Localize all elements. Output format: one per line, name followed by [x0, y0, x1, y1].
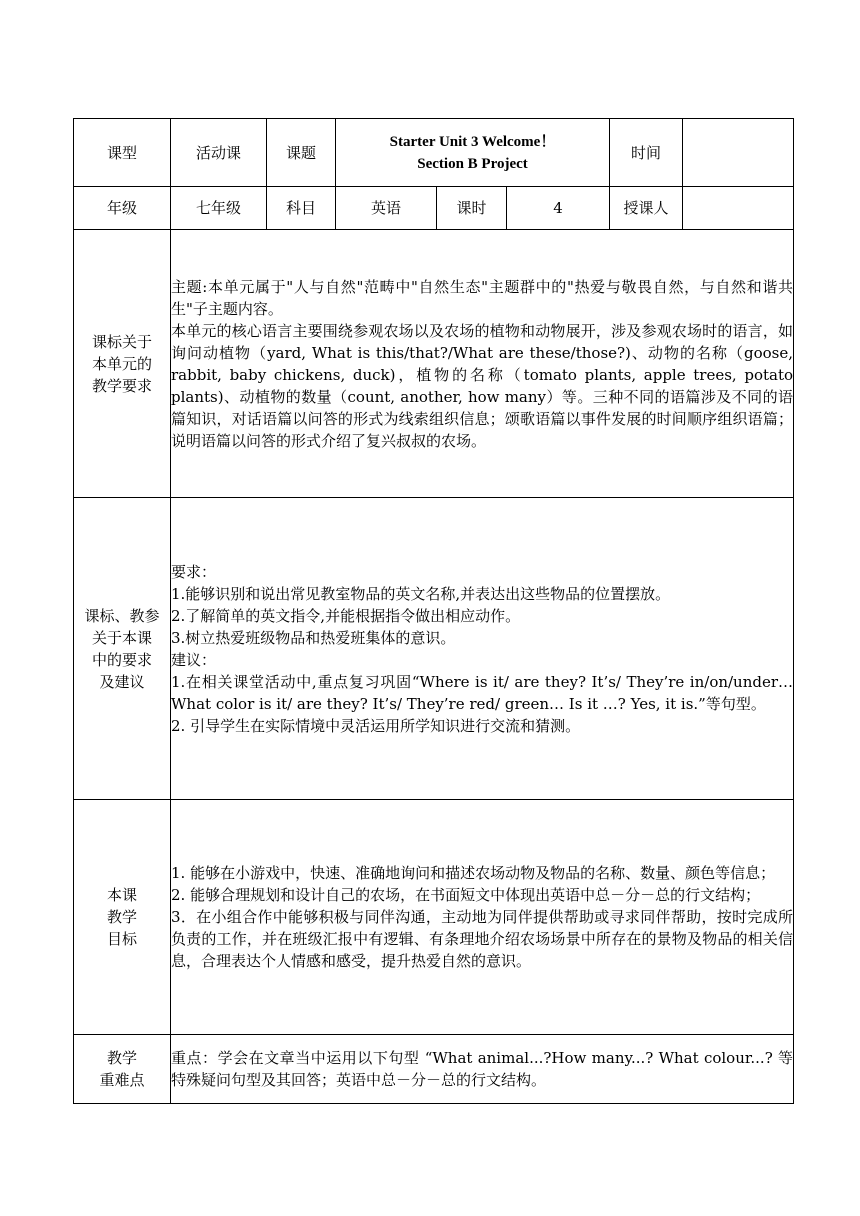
- teacher-label: 授课人: [610, 187, 683, 230]
- requirement-item: 1.能够识别和说出常见教室物品的英文名称,并表达出这些物品的位置摆放。: [171, 584, 671, 603]
- topic-value: [336, 119, 610, 187]
- key-points-content: [171, 1035, 794, 1104]
- goals-content: [171, 800, 794, 1035]
- goal-item: 2. 能够合理规划和设计自己的农场，在书面短文中体现出英语中总－分－总的行文结构；: [171, 886, 761, 904]
- key-points-label: [74, 1035, 171, 1104]
- key-points-label-line: 重难点: [99, 1071, 145, 1089]
- header-row-2: [74, 187, 794, 230]
- key-points-label-line: 教学: [106, 1049, 137, 1067]
- goals-label: [74, 800, 171, 1035]
- requirements-row: [74, 498, 794, 800]
- requirements-label-line: 及建议: [99, 672, 145, 691]
- curriculum-content: [171, 230, 794, 498]
- requirement-item: 2.了解简单的英文指令,并能根据指令做出相应动作。: [171, 606, 521, 625]
- requirements-heading: 要求：: [171, 562, 217, 581]
- curriculum-label-line: 课标关于: [91, 332, 152, 351]
- curriculum-row: [74, 230, 794, 498]
- curriculum-label-line: 教学要求: [91, 376, 152, 395]
- lesson-plan-table: [73, 118, 794, 1104]
- topic-label: 课题: [267, 119, 336, 187]
- lesson-type-value: 活动课: [171, 119, 267, 187]
- requirements-label-line: 课标、教参: [84, 606, 160, 625]
- lesson-type-label: 课型: [74, 119, 171, 187]
- requirements-label-line: 中的要求: [91, 650, 152, 669]
- curriculum-theme-paragraph: 主题:本单元属于"人与自然"范畴中"自然生态"主题群中的"热爱与敬畏自然，与自然和谐共生"子主题内容。: [171, 277, 794, 318]
- goal-item: 1. 能够在小游戏中，快速、准确地询问和描述农场动物及物品的名称、数量、颜色等信息；: [171, 864, 776, 882]
- requirements-label: [74, 498, 171, 800]
- goals-row: [74, 800, 794, 1035]
- time-label: 时间: [610, 119, 683, 187]
- key-points-row: [74, 1035, 794, 1104]
- requirements-label-line: 关于本课: [91, 628, 152, 647]
- topic-line-1: Starter Unit 3 Welcome！: [389, 133, 556, 150]
- subject-label: 科目: [267, 187, 336, 230]
- goals-label-line: 本课: [106, 886, 137, 904]
- grade-label: 年级: [74, 187, 171, 230]
- period-value: 4: [507, 187, 610, 230]
- goal-item: 3．在小组合作中能够积极与同伴沟通，主动地为同伴提供帮助或寻求同伴帮助，按时完成所负责的工作，并在班级汇报中有逻辑、有条理地介绍农场场景中所存在的景物及物品的相关信息，合理表达个人情感和感受，提升热爱自然的意识。: [171, 908, 794, 970]
- curriculum-label-line: 本单元的: [91, 354, 152, 373]
- topic-line-2: Section B Project: [417, 155, 528, 172]
- goals-label-line: 教学: [106, 908, 137, 926]
- subject-value: 英语: [336, 187, 437, 230]
- goals-label-line: 目标: [106, 930, 137, 948]
- header-row-1: [74, 119, 794, 187]
- grade-value: 七年级: [171, 187, 267, 230]
- suggestions-heading: 建议：: [171, 650, 217, 669]
- teacher-value: [683, 187, 794, 230]
- requirement-item: 3.树立热爱班级物品和热爱班集体的意识。: [171, 628, 456, 647]
- requirements-content: [171, 498, 794, 800]
- key-points-text: 重点：学会在文章当中运用以下句型 “What animal...?How many...? What colour...? 等特殊疑问句型及其回答；英语中总－分－总的行文结构。: [171, 1049, 794, 1089]
- period-label: 课时: [437, 187, 507, 230]
- suggestion-item: 1.在相关课堂活动中,重点复习巩固“Where is it/ are they? It’s/ They’re in/on/under… What color is it/ are they? It’s/ They’re red/ green… Is it …? Yes, it is.”等句型。: [171, 672, 794, 713]
- curriculum-label: [74, 230, 171, 498]
- suggestion-item: 2. 引导学生在实际情境中灵活运用所学知识进行交流和猜测。: [171, 716, 581, 735]
- time-value: [683, 119, 794, 187]
- curriculum-core-paragraph: 本单元的核心语言主要围绕参观农场以及农场的植物和动物展开，涉及参观农场时的语言，如询问动植物（yard, What is this/that?/What are these/those?)、动物的名称（goose, rabbit, baby chickens, duck)，植物的名称（tomato plants, apple trees, potato plants)、动植物的数量（count, another, how many）等。三种不同的语篇涉及不同的语篇知识，对话语篇以问答的形式为线索组织信息；颂歌语篇以事件发展的时间顺序组织语篇；说明语篇以问答的形式介绍了复兴叔叔的农场。: [171, 321, 794, 450]
